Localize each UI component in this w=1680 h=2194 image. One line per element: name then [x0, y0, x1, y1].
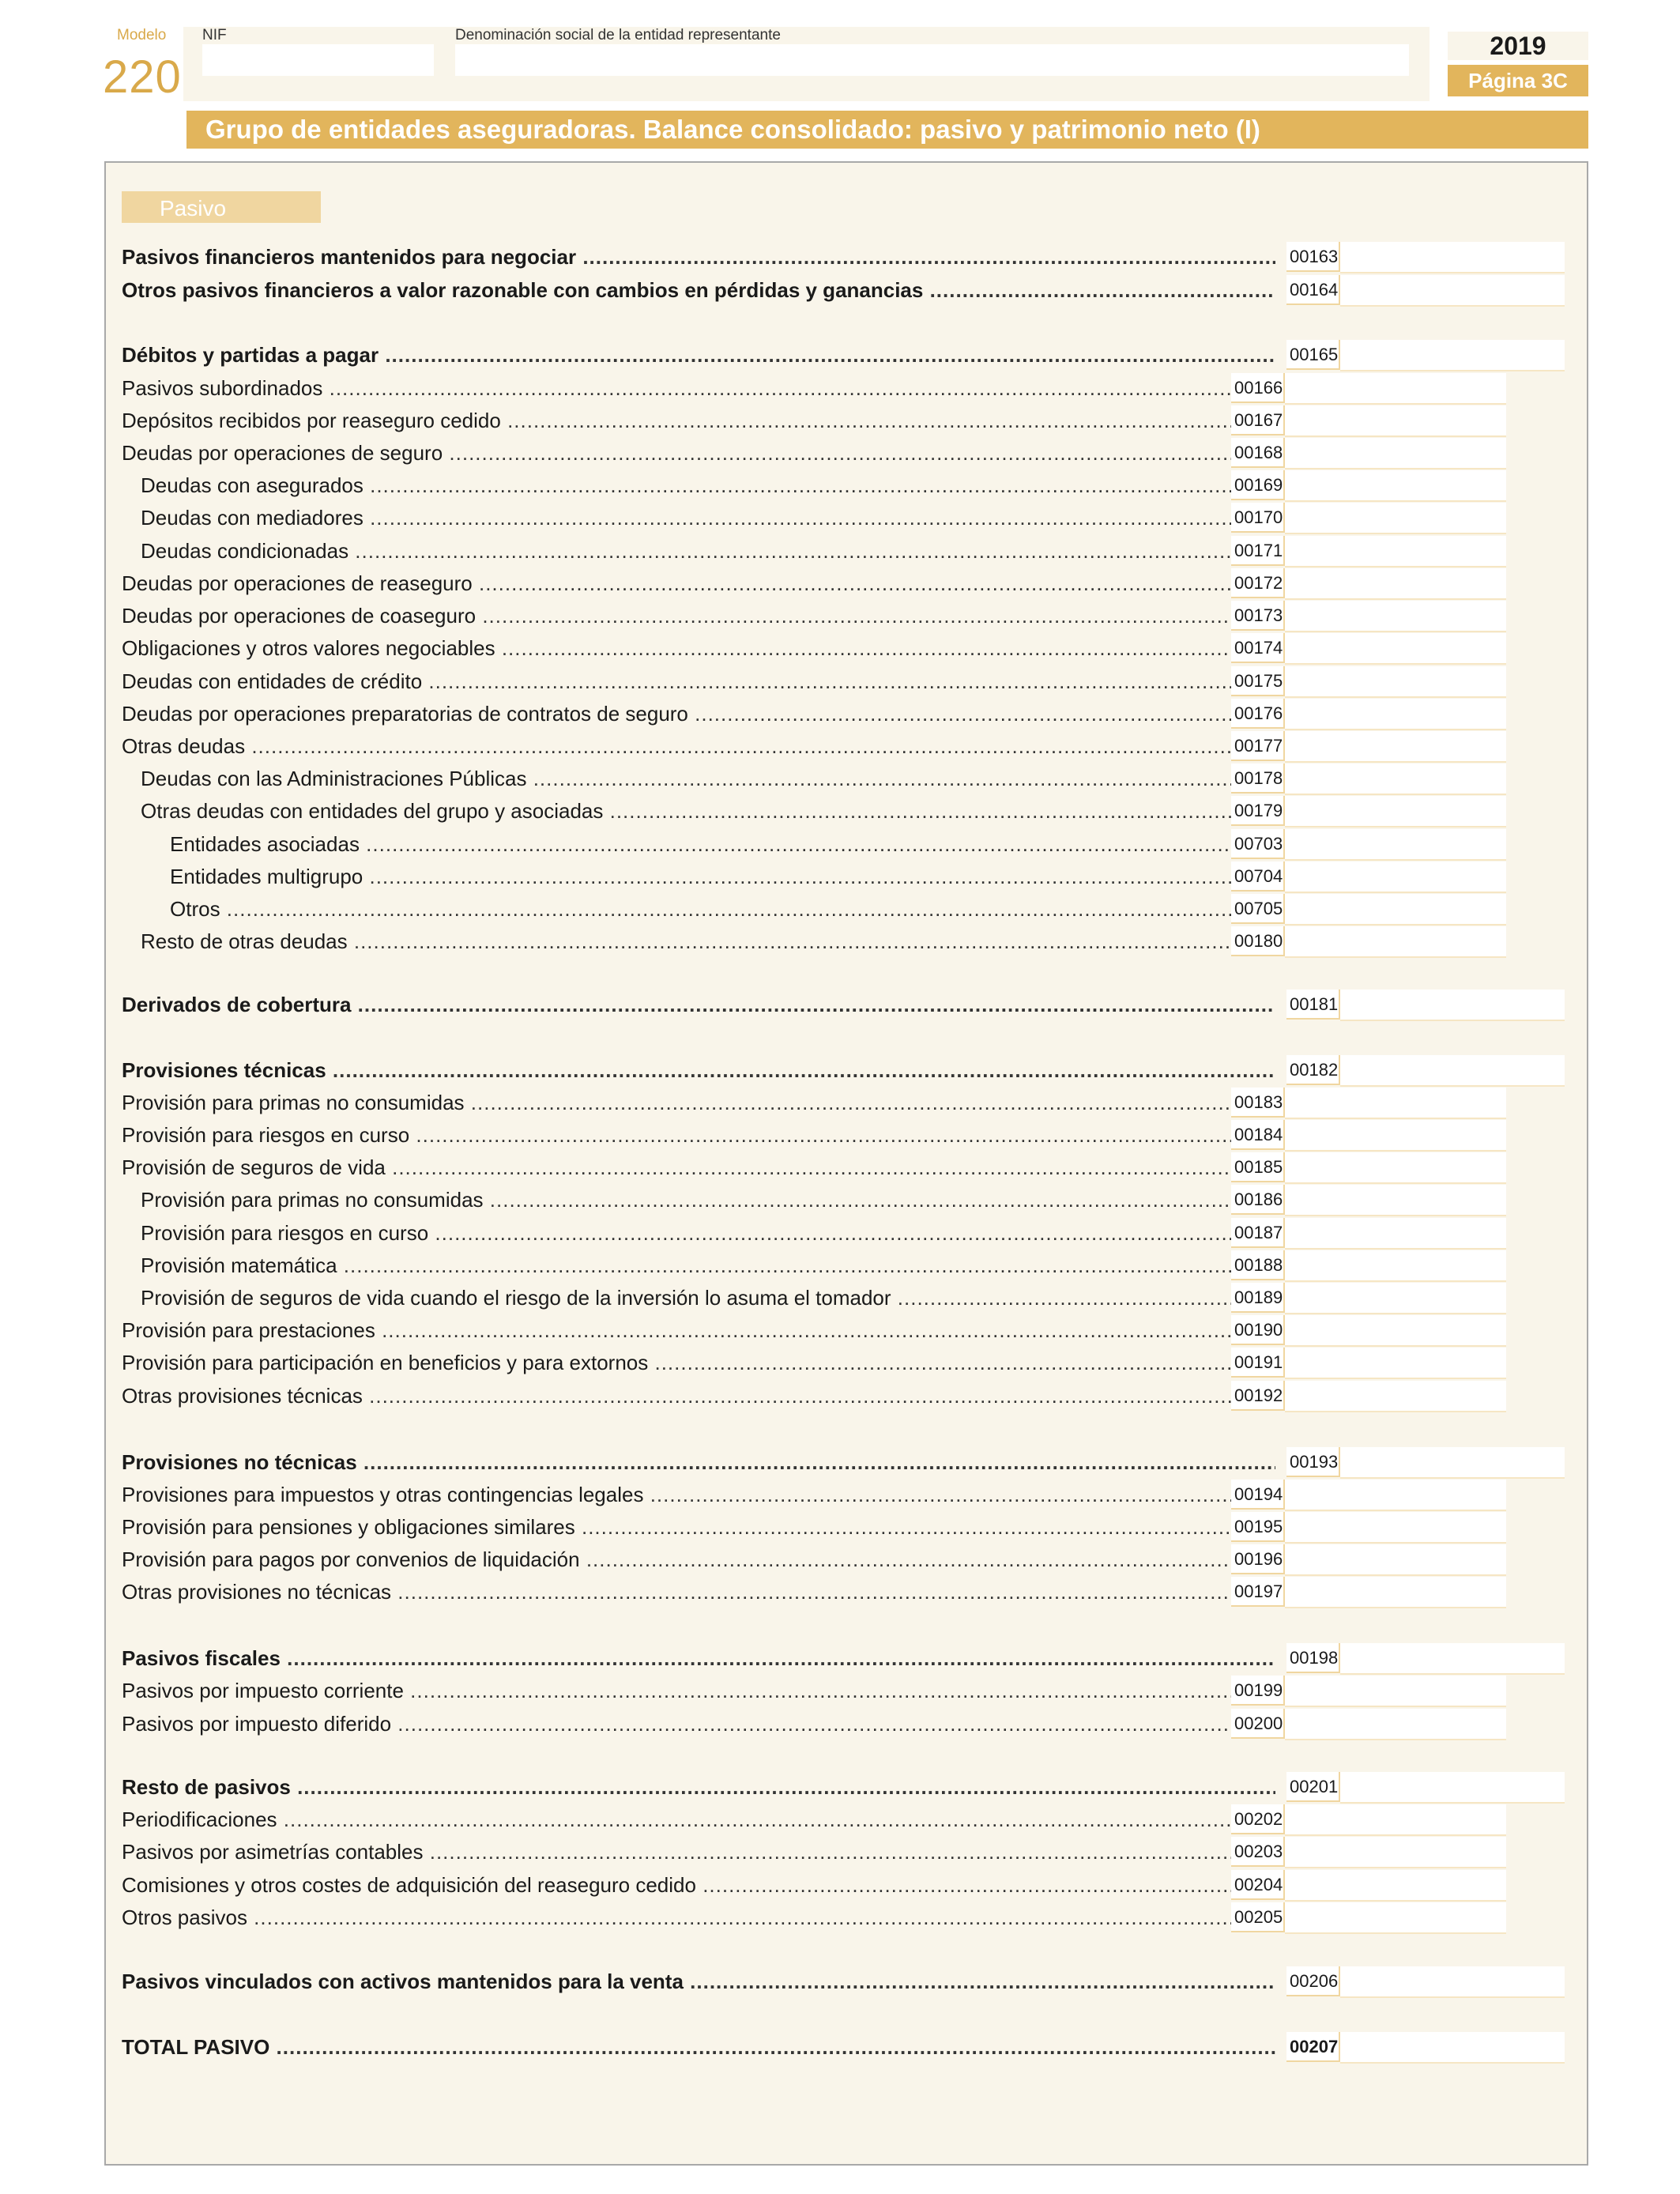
- form-row: [0, 1803, 1680, 1836]
- row-code: 00203: [1231, 1837, 1285, 1867]
- page-badge: Página 3C: [1448, 65, 1588, 96]
- value-field[interactable]: [1285, 1512, 1506, 1544]
- value-field[interactable]: [1340, 340, 1565, 371]
- row-label: Provisión para pensiones y obligaciones similares .....: [122, 1510, 1231, 1544]
- form-row: [0, 1965, 1680, 1998]
- row-code: 00174: [1231, 633, 1285, 663]
- form-row: [0, 1446, 1680, 1479]
- row-label: Deudas por operaciones de reaseguro .....: [122, 567, 1231, 600]
- form-row: [0, 1707, 1680, 1740]
- row-code: 00193: [1286, 1447, 1340, 1477]
- form-row: [0, 827, 1680, 861]
- form-row: [0, 1868, 1680, 1902]
- row-code: 00207: [1286, 2032, 1340, 2062]
- row-code: 00188: [1231, 1250, 1285, 1280]
- value-field[interactable]: [1285, 1348, 1506, 1379]
- row-label: Provisión para riesgos en curso .....: [122, 1118, 1231, 1152]
- row-code: 00177: [1231, 731, 1285, 761]
- form-row: [0, 762, 1680, 795]
- value-field[interactable]: [1285, 1837, 1506, 1868]
- row-code: 00201: [1286, 1772, 1340, 1802]
- value-field[interactable]: [1285, 1870, 1506, 1902]
- value-field[interactable]: [1285, 568, 1506, 600]
- form-row: [0, 240, 1680, 273]
- row-code: 00705: [1231, 894, 1285, 924]
- value-field[interactable]: [1285, 861, 1506, 893]
- row-label: Provisiones no técnicas .....: [122, 1446, 1275, 1479]
- row-label: Deudas con entidades de crédito .....: [122, 665, 1231, 698]
- value-field[interactable]: [1285, 1283, 1506, 1314]
- form-row: [0, 1216, 1680, 1250]
- form-row: [0, 469, 1680, 502]
- row-code: 00169: [1231, 470, 1285, 500]
- row-code: 00186: [1231, 1185, 1285, 1215]
- row-code: 00190: [1231, 1315, 1285, 1345]
- form-row: [0, 371, 1680, 405]
- row-code: 00167: [1231, 405, 1285, 435]
- row-label: Entidades asociadas .....: [170, 827, 1231, 861]
- form-row-total: [0, 2030, 1680, 2064]
- value-field[interactable]: [1340, 1055, 1565, 1087]
- value-field[interactable]: [1285, 926, 1506, 958]
- row-code: 00194: [1231, 1480, 1285, 1510]
- form-row: [0, 988, 1680, 1021]
- value-field[interactable]: [1285, 1152, 1506, 1184]
- row-code: 00163: [1286, 242, 1340, 272]
- form-row: [0, 1054, 1680, 1087]
- row-code: 00173: [1231, 601, 1285, 631]
- value-field[interactable]: [1285, 763, 1506, 795]
- form-row: [0, 892, 1680, 925]
- row-code: 00172: [1231, 568, 1285, 598]
- value-field[interactable]: [1340, 242, 1565, 273]
- value-field[interactable]: [1340, 1447, 1565, 1479]
- row-code: 00205: [1231, 1902, 1285, 1932]
- row-code: 00202: [1231, 1804, 1285, 1834]
- form-row: [0, 631, 1680, 665]
- value-field[interactable]: [1285, 1088, 1506, 1119]
- value-field[interactable]: [1285, 1120, 1506, 1152]
- form-row: [0, 665, 1680, 698]
- modelo-label: Modelo: [117, 27, 167, 43]
- value-field[interactable]: [1285, 470, 1506, 502]
- row-code: 00175: [1231, 666, 1285, 696]
- form-row: [0, 860, 1680, 893]
- value-field[interactable]: [1285, 829, 1506, 861]
- row-code: 00168: [1231, 438, 1285, 468]
- row-label: Deudas por operaciones de coaseguro .....: [122, 599, 1231, 632]
- row-code: 00184: [1231, 1120, 1285, 1150]
- form-row: [0, 404, 1680, 437]
- section-tab-pasivo: Pasivo: [122, 191, 321, 223]
- form-row: [0, 1642, 1680, 1675]
- row-code: 00171: [1231, 536, 1285, 566]
- form-row: [0, 1379, 1680, 1412]
- form-row: [0, 1835, 1680, 1868]
- value-field[interactable]: [1285, 1676, 1506, 1707]
- value-field[interactable]: [1340, 2032, 1565, 2064]
- form-row: [0, 1543, 1680, 1576]
- row-label: Deudas con las Administraciones Públicas .....: [141, 762, 1231, 795]
- value-field[interactable]: [1340, 990, 1565, 1021]
- row-code: 00196: [1231, 1544, 1285, 1574]
- row-code: 00166: [1231, 373, 1285, 403]
- row-code: 00165: [1286, 340, 1340, 370]
- row-label: Pasivos por asimetrías contables .....: [122, 1835, 1231, 1868]
- value-field[interactable]: [1285, 1804, 1506, 1836]
- row-code: 00197: [1231, 1577, 1285, 1607]
- row-label: Otras provisiones técnicas .....: [122, 1379, 1231, 1412]
- value-field[interactable]: [1285, 1577, 1506, 1608]
- form-row: [0, 1674, 1680, 1707]
- value-field[interactable]: [1285, 1544, 1506, 1576]
- row-label: Resto de otras deudas .....: [141, 925, 1231, 958]
- row-label: Depósitos recibidos por reaseguro cedido .....: [122, 404, 1231, 437]
- year-badge: 2019: [1448, 32, 1588, 60]
- row-label: Deudas por operaciones preparatorias de contratos de seguro .....: [122, 697, 1231, 730]
- row-label: Provisión para participación en beneficios y para extornos .....: [122, 1346, 1231, 1379]
- row-label: Provisiones técnicas .....: [122, 1054, 1275, 1087]
- row-label: Periodificaciones .....: [122, 1803, 1231, 1836]
- row-code: 00170: [1231, 503, 1285, 533]
- form-row: [0, 501, 1680, 534]
- row-code: 00189: [1231, 1283, 1285, 1313]
- value-field[interactable]: [1285, 666, 1506, 698]
- form-row: [0, 1510, 1680, 1544]
- value-field[interactable]: [1285, 1381, 1506, 1412]
- row-label: Provisión para pagos por convenios de liquidación .....: [122, 1543, 1231, 1576]
- value-field[interactable]: [1285, 373, 1506, 405]
- value-field[interactable]: [1285, 1185, 1506, 1216]
- form-row: [0, 1118, 1680, 1152]
- form-row: [0, 436, 1680, 469]
- row-label: Obligaciones y otros valores negociables .....: [122, 631, 1231, 665]
- row-label: Deudas con asegurados .....: [141, 469, 1231, 502]
- nif-label: NIF: [202, 27, 227, 43]
- row-code: 00164: [1286, 275, 1340, 305]
- form-row: [0, 1281, 1680, 1314]
- row-code: 00179: [1231, 796, 1285, 826]
- value-field[interactable]: [1285, 894, 1506, 925]
- row-label: Provisión para primas no consumidas .....: [141, 1183, 1231, 1216]
- row-code: 00176: [1231, 699, 1285, 729]
- value-field[interactable]: [1285, 503, 1506, 534]
- row-code: 00195: [1231, 1512, 1285, 1542]
- modelo-number: 220: [103, 51, 182, 103]
- value-field[interactable]: [1285, 1709, 1506, 1740]
- row-code: 00703: [1231, 829, 1285, 859]
- row-label: Débitos y partidas a pagar .....: [122, 338, 1275, 371]
- form-row: [0, 697, 1680, 730]
- row-label: Otras provisiones no técnicas .....: [122, 1575, 1231, 1608]
- value-field[interactable]: [1340, 1966, 1565, 1998]
- row-label: Otras deudas con entidades del grupo y asociadas .....: [141, 794, 1231, 827]
- value-field[interactable]: [1285, 1902, 1506, 1934]
- row-code: 00192: [1231, 1381, 1285, 1411]
- row-label: Derivados de cobertura .....: [122, 988, 1275, 1021]
- form-row: [0, 1249, 1680, 1282]
- form-row: [0, 1478, 1680, 1511]
- row-code: 00180: [1231, 926, 1285, 956]
- row-label: Pasivos fiscales .....: [122, 1642, 1275, 1675]
- form-row: [0, 338, 1680, 371]
- row-label: Provisión para primas no consumidas .....: [122, 1086, 1231, 1119]
- page-title: Grupo de entidades aseguradoras. Balance consolidado: pasivo y patrimonio neto (I): [186, 111, 1588, 149]
- value-field[interactable]: [1285, 1315, 1506, 1347]
- row-code: 00198: [1286, 1643, 1340, 1673]
- row-label: Provisión de seguros de vida cuando el riesgo de la inversión lo asuma el tomador .....: [141, 1281, 1231, 1314]
- value-field[interactable]: [1285, 633, 1506, 665]
- form-row: [0, 1183, 1680, 1216]
- row-code: 00182: [1286, 1055, 1340, 1085]
- row-label: Resto de pasivos .....: [122, 1770, 1275, 1804]
- row-label: Deudas condicionadas .....: [141, 534, 1231, 567]
- row-label: Pasivos subordinados .....: [122, 371, 1231, 405]
- form-row: [0, 534, 1680, 567]
- form-row: [0, 599, 1680, 632]
- form-row: [0, 925, 1680, 958]
- row-label: TOTAL PASIVO .....: [122, 2030, 1275, 2064]
- form-row: [0, 729, 1680, 763]
- row-label: Otros .....: [170, 892, 1231, 925]
- row-label: Provisión matemática .....: [141, 1249, 1231, 1282]
- value-field[interactable]: [1285, 796, 1506, 827]
- form-row: [0, 1575, 1680, 1608]
- value-field[interactable]: [1340, 275, 1565, 307]
- row-code: 00204: [1231, 1870, 1285, 1900]
- row-code: 00178: [1231, 763, 1285, 794]
- nif-field[interactable]: [202, 44, 434, 76]
- row-code: 00200: [1231, 1709, 1285, 1739]
- row-code: 00181: [1286, 990, 1340, 1020]
- form-row: [0, 1346, 1680, 1379]
- row-label: Entidades multigrupo .....: [170, 860, 1231, 893]
- form-row: [0, 273, 1680, 307]
- value-field[interactable]: [1285, 1480, 1506, 1511]
- value-field[interactable]: [1285, 536, 1506, 567]
- row-label: Otras deudas .....: [122, 729, 1231, 763]
- row-label: Pasivos por impuesto corriente .....: [122, 1674, 1231, 1707]
- value-field[interactable]: [1285, 1250, 1506, 1282]
- value-field[interactable]: [1285, 601, 1506, 632]
- value-field[interactable]: [1285, 699, 1506, 730]
- row-code: 00183: [1231, 1088, 1285, 1118]
- row-label: Comisiones y otros costes de adquisición del reaseguro cedido .....: [122, 1868, 1231, 1902]
- denominacion-field[interactable]: [455, 44, 1409, 76]
- row-label: Deudas con mediadores .....: [141, 501, 1231, 534]
- form-row: [0, 794, 1680, 827]
- form-row: [0, 567, 1680, 600]
- denominacion-label: Denominación social de la entidad representante: [455, 27, 781, 43]
- row-label: Pasivos vinculados con activos mantenidos para la venta .....: [122, 1965, 1275, 1998]
- row-label: Deudas por operaciones de seguro .....: [122, 436, 1231, 469]
- row-label: Pasivos por impuesto diferido .....: [122, 1707, 1231, 1740]
- row-code: 00191: [1231, 1348, 1285, 1378]
- form-row: [0, 1770, 1680, 1804]
- form-row: [0, 1901, 1680, 1934]
- value-field[interactable]: [1340, 1772, 1565, 1804]
- value-field[interactable]: [1285, 731, 1506, 763]
- value-field[interactable]: [1285, 405, 1506, 437]
- row-code: 00704: [1231, 861, 1285, 892]
- row-code: 00206: [1286, 1966, 1340, 1996]
- value-field[interactable]: [1340, 1643, 1565, 1675]
- row-label: Provisión para prestaciones .....: [122, 1314, 1231, 1347]
- row-label: Otros pasivos financieros a valor razonable con cambios en pérdidas y ganancias .....: [122, 273, 1275, 307]
- form-row: [0, 1151, 1680, 1184]
- row-code: 00199: [1231, 1676, 1285, 1706]
- row-label: Pasivos financieros mantenidos para negociar .....: [122, 240, 1275, 273]
- row-code: 00185: [1231, 1152, 1285, 1182]
- row-code: 00187: [1231, 1218, 1285, 1248]
- form-row: [0, 1086, 1680, 1119]
- form-row: [0, 1314, 1680, 1347]
- value-field[interactable]: [1285, 438, 1506, 469]
- value-field[interactable]: [1285, 1218, 1506, 1250]
- row-label: Provisión de seguros de vida .....: [122, 1151, 1231, 1184]
- row-label: Provisión para riesgos en curso .....: [141, 1216, 1231, 1250]
- row-label: Otros pasivos .....: [122, 1901, 1231, 1934]
- row-label: Provisiones para impuestos y otras contingencias legales .....: [122, 1478, 1231, 1511]
